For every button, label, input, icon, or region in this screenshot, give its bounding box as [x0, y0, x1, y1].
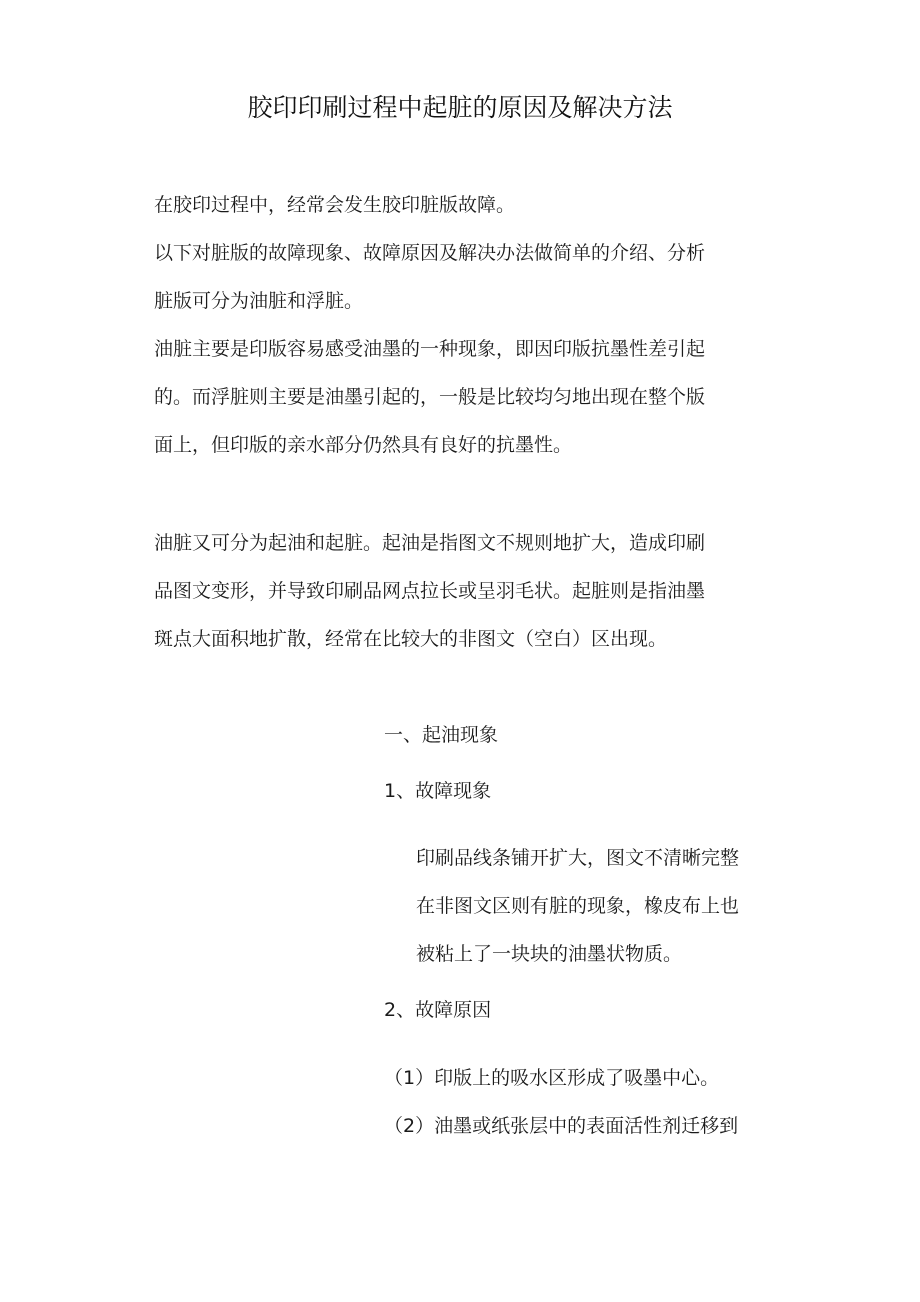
- oil-dirt-paragraph: [154, 519, 786, 663]
- intro-line-4: 油脏主要是印版容易感受油墨的一种现象，即因印版抗墨性差引起: [154, 338, 706, 360]
- intro-line-2: 以下对脏版的故障现象、故障原因及解决办法做简单的介绍、分析: [154, 242, 706, 264]
- symptom-line-3: 被粘上了一块块的油墨状物质。: [416, 943, 683, 965]
- oil-dirt-line-1: 油脏又可分为起油和起脏。起油是指图文不规则地扩大，造成印刷: [154, 532, 706, 554]
- intro-line-5: 的。而浮脏则主要是油墨引起的，一般是比较均匀地出现在整个版: [154, 386, 706, 408]
- intro-line-6: 面上，但印版的亲水部分仍然具有良好的抗墨性。: [154, 434, 573, 456]
- symptom-line-2: 在非图文区则有脏的现象，橡皮布上也: [416, 895, 740, 917]
- intro-line-1: 在胶印过程中，经常会发生胶印脏版故障。: [154, 194, 516, 216]
- section-heading-oiling: 一、起油现象: [384, 724, 499, 746]
- intro-line-3: 脏版可分为油脏和浮脏。: [154, 290, 364, 312]
- subsection-heading-symptom: 1、故障现象: [384, 780, 492, 802]
- intro-paragraph: [154, 181, 786, 469]
- subsection-heading-cause: 2、故障原因: [384, 999, 492, 1021]
- cause-item-1: （1）印版上的吸水区形成了吸墨中心。: [384, 1067, 720, 1089]
- oil-dirt-line-3: 斑点大面积地扩散，经常在比较大的非图文（空白）区出现。: [154, 628, 668, 650]
- symptom-line-1: 印刷品线条铺开扩大，图文不清晰完整: [416, 847, 740, 869]
- symptom-paragraph: [416, 834, 796, 978]
- oil-dirt-line-2: 品图文变形，并导致印刷品网点拉长或呈羽毛状。起脏则是指油墨: [154, 580, 706, 602]
- document-title: 胶印印刷过程中起脏的原因及解决方法: [247, 93, 673, 122]
- cause-item-2: （2）油墨或纸张层中的表面活性剂迁移到: [384, 1115, 739, 1137]
